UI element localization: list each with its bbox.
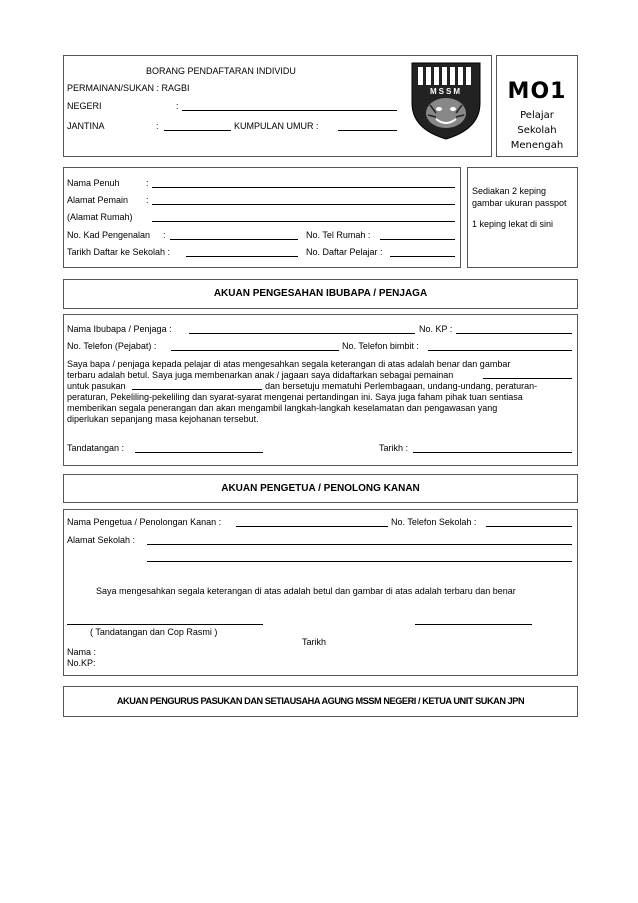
- negeri-field[interactable]: [182, 110, 397, 111]
- kad-pengenalan-colon: :: [163, 230, 166, 240]
- alamat-field-1[interactable]: [152, 204, 455, 205]
- form-code: MO1: [507, 79, 567, 104]
- negeri-label: NEGERI: [67, 101, 102, 111]
- alamat-sekolah-label: Alamat Sekolah :: [67, 535, 136, 545]
- principal-nama-footer: Nama :: [67, 647, 97, 657]
- principal-tarikh-label: Tarikh: [302, 637, 327, 647]
- parent-nama-label: Nama Ibubapa / Penjaga :: [67, 324, 172, 334]
- parent-tarikh-field[interactable]: [413, 452, 572, 453]
- kumpulan-umur-label: KUMPULAN UMUR :: [234, 121, 319, 131]
- alamat-pemain-label: Alamat Pemain: [67, 195, 129, 205]
- tel-rumah-field[interactable]: [380, 239, 455, 240]
- tarikh-daftar-label: Tarikh Daftar ke Sekolah :: [67, 247, 171, 257]
- mssm-logo: [410, 61, 482, 141]
- jantina-label: JANTINA: [67, 121, 105, 131]
- nama-penuh-label: Nama Penuh: [67, 178, 120, 188]
- parent-para-4: peraturan, Pekeliling-pekeliling dan syarat-syarat mengenai pertandingan ini. Saya juga faham pihak tuan sentiasa: [67, 392, 523, 402]
- form-side-line-1: Pelajar: [520, 110, 554, 121]
- kad-pengenalan-label: No. Kad Pengenalan: [67, 230, 151, 240]
- tel-sekolah-label: No. Telefon Sekolah :: [391, 517, 477, 527]
- jantina-field[interactable]: [164, 130, 231, 131]
- principal-confirm-text: Saya mengesahkan segala keterangan di atas adalah betul dan gambar di atas adalah terbaru dan benar: [96, 586, 516, 596]
- form-side-line-2: Sekolah: [517, 125, 557, 136]
- parent-para-6: diperlukan sepanjang masa kejohanan tersebut.: [67, 414, 259, 424]
- tel-pejabat-label: No. Telefon (Pejabat) :: [67, 341, 157, 351]
- parent-kp-label: No. KP :: [419, 324, 453, 334]
- parent-nama-field[interactable]: [189, 333, 415, 334]
- principal-signature-field[interactable]: [67, 624, 263, 625]
- principal-nama-field[interactable]: [236, 526, 388, 527]
- tel-sekolah-field[interactable]: [486, 526, 572, 527]
- photo-box[interactable]: [467, 167, 578, 268]
- parent-tarikh-label: Tarikh :: [379, 443, 409, 453]
- nama-penuh-field[interactable]: [152, 187, 455, 188]
- alamat-field-2[interactable]: [152, 221, 455, 222]
- photo-note-3: 1 keping lekat di sini: [472, 219, 554, 229]
- parent-heading: AKUAN PENGESAHAN IBUBAPA / PENJAGA: [213, 288, 428, 299]
- pasukan-field[interactable]: [132, 389, 262, 390]
- principal-heading: AKUAN PENGETUA / PENOLONG KANAN: [221, 483, 420, 494]
- form-side-line-3: Menengah: [510, 140, 564, 151]
- logo-text: MSSM: [430, 87, 462, 96]
- parent-para-3a: untuk pasukan: [67, 381, 126, 391]
- principal-kp-footer: No.KP:: [67, 658, 96, 668]
- parent-para-1: Saya bapa / penjaga kepada pelajar di atas mengesahkan segala keterangan di atas adalah benar dan gambar: [67, 359, 511, 369]
- parent-tandatangan-label: Tandatangan :: [67, 443, 125, 453]
- parent-para-2: terbaru adalah betul. Saya juga membenarkan anak / jagaan saya didaftarkan sebagai pemainan: [67, 370, 454, 380]
- negeri-colon: :: [176, 101, 179, 111]
- alamat-sekolah-field-1[interactable]: [147, 544, 572, 545]
- form-title: BORANG PENDAFTARAN INDIVIDU: [146, 66, 296, 76]
- pemainan-field[interactable]: [483, 378, 572, 379]
- jantina-colon: :: [156, 121, 159, 131]
- parent-para-3b: dan bersetuju mematuhi Perlembagaan, undang-undang, peraturan-: [265, 381, 538, 391]
- tel-bimbit-field[interactable]: [428, 350, 572, 351]
- kad-pengenalan-field[interactable]: [170, 239, 298, 240]
- daftar-pelajar-field[interactable]: [390, 256, 455, 257]
- daftar-pelajar-label: No. Daftar Pelajar :: [306, 247, 383, 257]
- tel-rumah-label: No. Tel Rumah :: [306, 230, 371, 240]
- permainan-label: PERMAINAN/SUKAN : RAGBI: [67, 83, 190, 93]
- principal-nama-label: Nama Pengetua / Penolongan Kanan :: [67, 517, 222, 527]
- parent-kp-field[interactable]: [456, 333, 572, 334]
- alamat-sekolah-field-2[interactable]: [147, 561, 572, 562]
- parent-para-5: memberikan segala penerangan dan akan mengambil langkah-langkah keselamatan dan pengawasan yang: [67, 403, 498, 413]
- photo-note-1: Sediakan 2 keping: [472, 186, 547, 196]
- tel-bimbit-label: No. Telefon bimbit :: [342, 341, 419, 351]
- parent-tandatangan-field[interactable]: [135, 452, 263, 453]
- tarikh-daftar-field[interactable]: [186, 256, 298, 257]
- photo-note-2: gambar ukuran passpot: [472, 198, 567, 208]
- footer-heading: AKUAN PENGURUS PASUKAN DAN SETIAUSAHA AGUNG MSSM NEGERI / KETUA UNIT SUKAN JPN: [116, 696, 525, 706]
- nama-penuh-colon: :: [146, 178, 149, 188]
- kumpulan-umur-field[interactable]: [338, 130, 397, 131]
- tel-pejabat-field[interactable]: [171, 350, 339, 351]
- alamat-pemain-colon: :: [146, 195, 149, 205]
- principal-signature-label: ( Tandatangan dan Cop Rasmi ): [90, 627, 218, 637]
- alamat-rumah-label: (Alamat Rumah): [67, 212, 133, 222]
- principal-tarikh-field[interactable]: [415, 624, 532, 625]
